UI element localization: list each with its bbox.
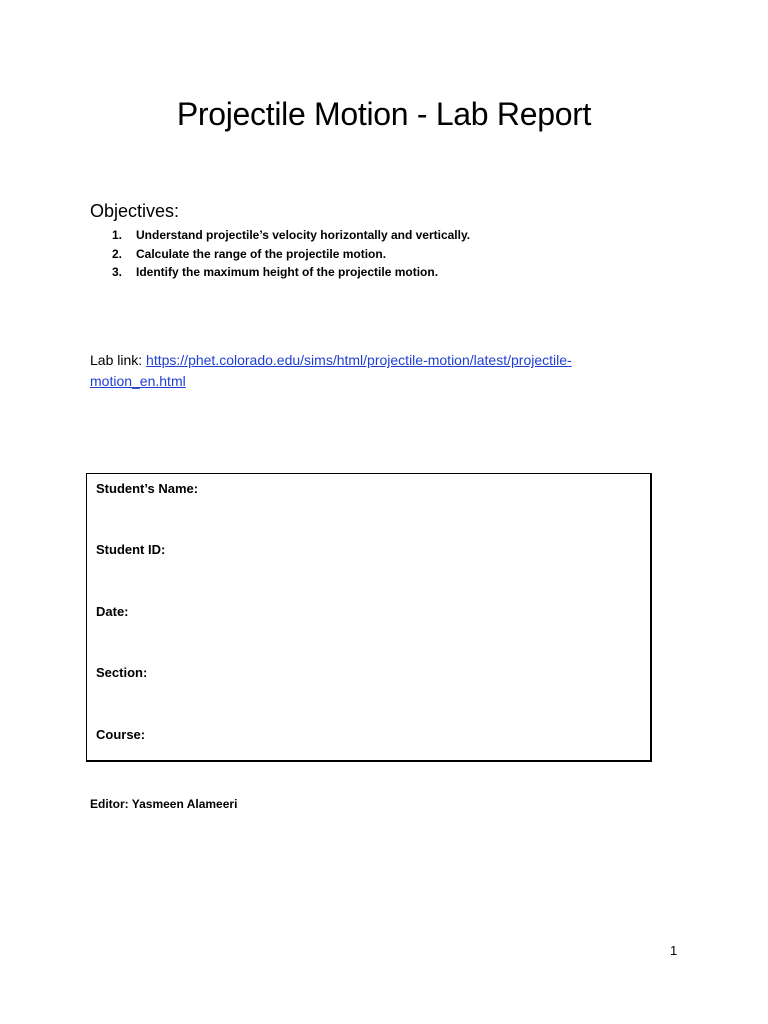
course-label: Course: [96, 727, 146, 742]
page-number: 1 [670, 943, 678, 958]
objective-item [90, 263, 650, 282]
document-title: Projectile Motion - Lab Report [176, 96, 592, 132]
lab-link-label: Lab link: [90, 352, 143, 368]
lab-link-paragraph [90, 350, 610, 392]
student-id-label: Student ID: [96, 542, 166, 557]
objective-text: Identify the maximum height of the projectile motion. [136, 265, 439, 279]
objective-text: Calculate the range of the projectile motion. [136, 246, 387, 261]
objectives-heading: Objectives: [90, 201, 180, 221]
objective-number: 3. [112, 265, 123, 279]
student-info-box [86, 473, 652, 762]
editor-credit: Editor: Yasmeen Alameeri [90, 797, 238, 811]
lab-link-url-line2: motion_en.html [90, 373, 186, 389]
objective-text: Understand projectile’s velocity horizontally and vertically. [136, 228, 471, 242]
objective-item [90, 245, 650, 264]
lab-link-url-line1: https://phet.colorado.edu/sims/html/projectile-motion/latest/projectile- [146, 352, 572, 368]
objective-number: 2. [112, 246, 123, 261]
date-label: Date: [96, 604, 129, 619]
objectives-list [90, 226, 650, 282]
objective-item [90, 226, 650, 245]
section-label: Section: [96, 665, 148, 680]
lab-link-url[interactable] [90, 352, 572, 389]
objective-number: 1. [112, 228, 123, 242]
student-name-label: Student’s Name: [96, 481, 199, 496]
